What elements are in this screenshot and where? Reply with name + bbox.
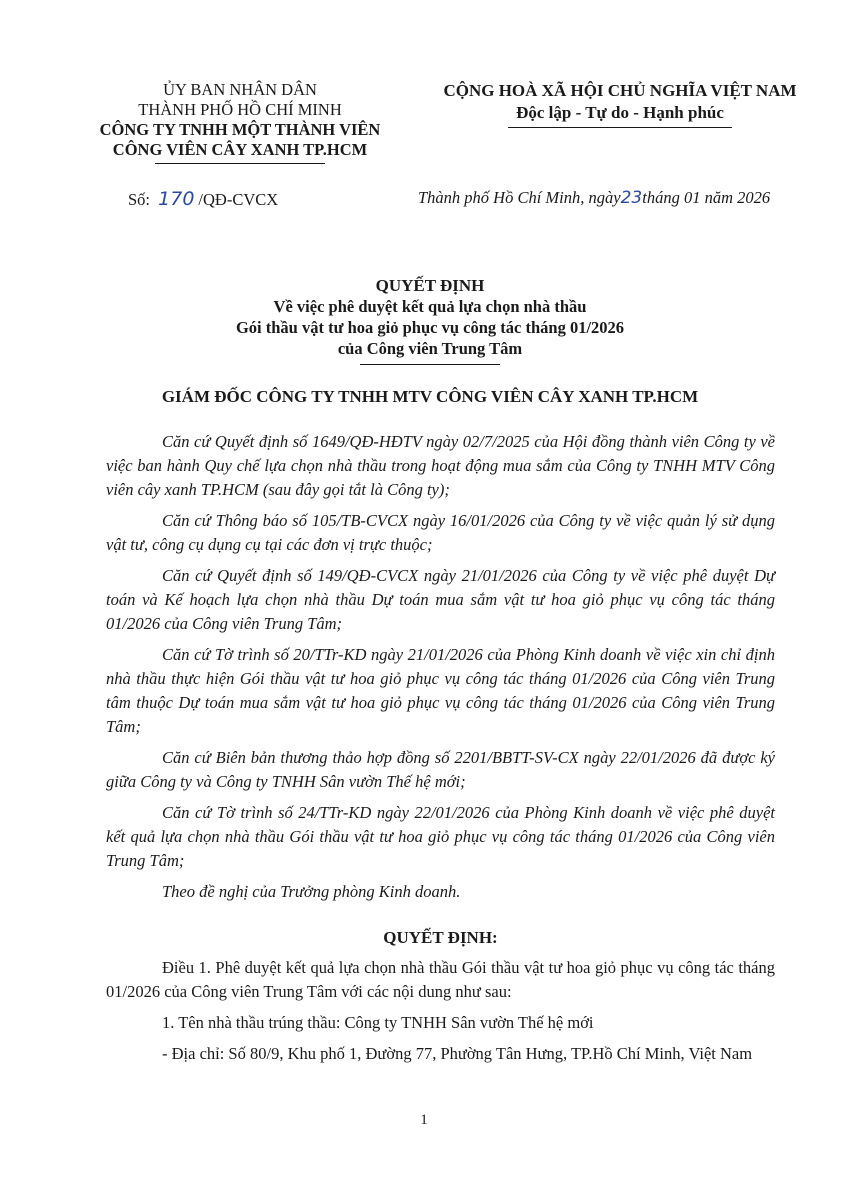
legal-basis-3: Căn cứ Quyết định số 149/QĐ-CVCX ngày 21/01/2026 của Công ty về việc phê duyệt Dự toán và Kế hoạch lựa chọn nhà thầu Dự toán mua sắm vật tư hoa giỏ phục vụ công tác tháng 01/2026 của Công viên Trung Tâm;	[106, 566, 775, 633]
agency-line-1: ỦY BAN NHÂN DÂN	[163, 80, 317, 99]
ref-suffix: /QĐ-CVCX	[198, 190, 279, 209]
page-number: 1	[420, 1112, 428, 1128]
legal-basis-1: Căn cứ Quyết định số 1649/QĐ-HĐTV ngày 02/7/2025 của Hội đồng thành viên Công ty về việc ban hành Quy chế lựa chọn nhà thầu trong hoạt động mua sắm của Công ty TNHH MTV Công viên cây xanh TP.HCM (sau đây gọi tắt là Công ty);	[106, 432, 775, 499]
legal-basis-4: Căn cứ Tờ trình số 20/TTr-KD ngày 21/01/2026 của Phòng Kinh doanh về việc xin chỉ định nhà thầu thực hiện Gói thầu vật tư hoa giỏ phục vụ công tác tháng 01/2026 của Công viên Trung tâm thuộc Dự toán mua sắm vật tư hoa giỏ phục vụ công tác tháng 01/2026 của Công viên Trung Tâm;	[106, 645, 775, 736]
nation-title: CỘNG HOÀ XÃ HỘI CHỦ NGHĨA VIỆT NAM	[443, 81, 797, 100]
legal-basis-6: Căn cứ Tờ trình số 24/TTr-KD ngày 22/01/2026 của Phòng Kinh doanh về việc phê duyệt kết quả lựa chọn nhà thầu Gói thầu vật tư hoa giỏ phục vụ công tác tháng 01/2026 của Công viên Trung Tâm;	[106, 803, 775, 870]
director-heading: GIÁM ĐỐC CÔNG TY TNHH MTV CÔNG VIÊN CÂY XANH TP.HCM	[161, 387, 699, 406]
date-suffix: tháng 01 năm 2026	[642, 188, 771, 207]
document-reference	[128, 188, 278, 210]
document-body	[106, 430, 775, 1073]
date-prefix: Thành phố Hồ Chí Minh, ngày	[418, 188, 621, 207]
decision-title	[100, 275, 760, 365]
document-date	[418, 188, 770, 208]
date-day-handwritten: 23	[620, 188, 643, 208]
decision-heading: QUYẾT ĐỊNH:	[383, 928, 498, 947]
ref-label: Số:	[128, 190, 151, 209]
ref-number-handwritten: 170	[158, 188, 195, 210]
issuing-agency-header	[70, 80, 410, 164]
title-sub-3: của Công viên Trung Tâm	[337, 339, 523, 358]
winning-contractor: 1. Tên nhà thầu trúng thầu: Công ty TNHH Sân vườn Thế hệ mới	[162, 1013, 594, 1032]
article-1: Điều 1. Phê duyệt kết quả lựa chọn nhà thầu Gói thầu vật tư hoa giỏ phục vụ công tác tháng 01/2026 của Công viên Trung Tâm với các nội dung như sau:	[106, 958, 775, 1001]
motto-underline	[508, 127, 732, 128]
agency-line-3: CÔNG TY TNHH MỘT THÀNH VIÊN	[99, 120, 381, 139]
contractor-address: - Địa chỉ: Số 80/9, Khu phố 1, Đường 77, Phường Tân Hưng, TP.Hồ Chí Minh, Việt Nam	[162, 1044, 753, 1063]
nation-motto: Độc lập - Tự do - Hạnh phúc	[516, 103, 724, 122]
agency-line-4: CÔNG VIÊN CÂY XANH TP.HCM	[112, 140, 368, 159]
title-underline	[360, 364, 500, 365]
title-sub-2: Gói thầu vật tư hoa giỏ phục vụ công tác tháng 01/2026	[235, 318, 625, 337]
national-motto-header	[410, 80, 830, 128]
agency-underline	[155, 163, 325, 164]
title-sub-1: Về việc phê duyệt kết quả lựa chọn nhà thầu	[273, 297, 587, 316]
agency-line-2: THÀNH PHỐ HỒ CHÍ MINH	[138, 100, 342, 119]
legal-basis-2: Căn cứ Thông báo số 105/TB-CVCX ngày 16/01/2026 của Công ty về việc quản lý sử dụng vật tư, công cụ dụng cụ tại các đơn vị trực thuộc;	[106, 511, 775, 554]
title-main: QUYẾT ĐỊNH	[375, 276, 485, 295]
legal-basis-7: Theo đề nghị của Trưởng phòng Kinh doanh.	[162, 882, 461, 901]
legal-basis-5: Căn cứ Biên bản thương thảo hợp đồng số 2201/BBTT-SV-CX ngày 22/01/2026 đã được ký giữa Công ty và Công ty TNHH Sân vườn Thế hệ mới;	[106, 748, 775, 791]
